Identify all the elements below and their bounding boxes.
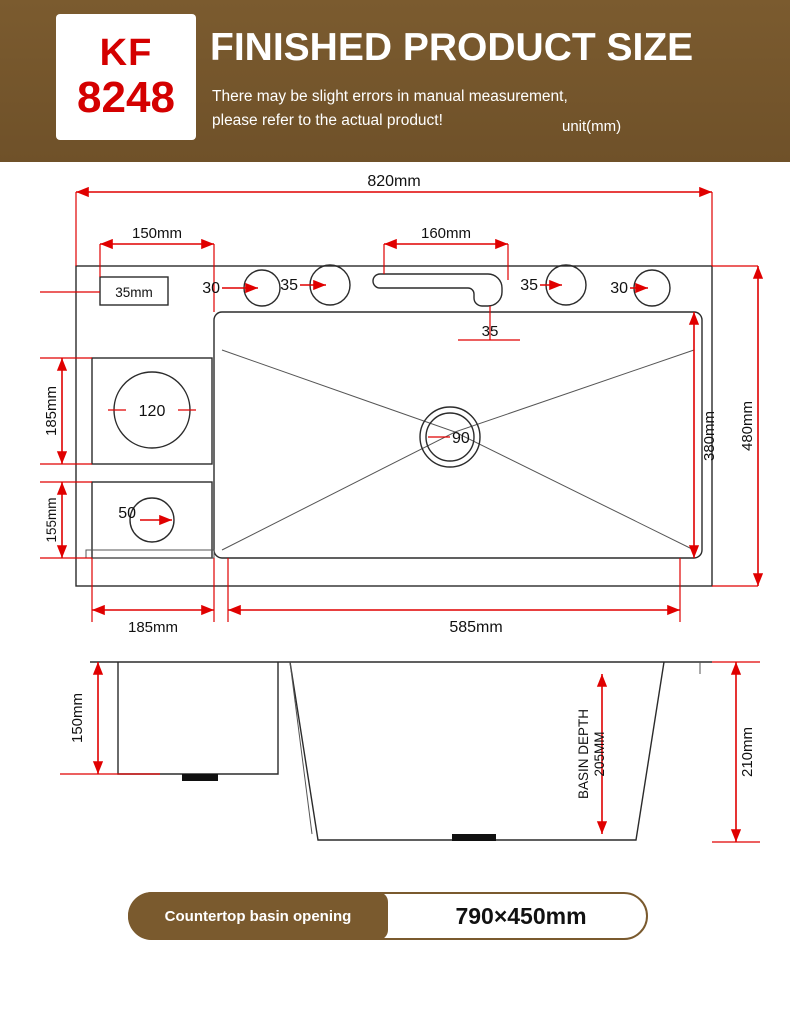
dim-left-lower-height	[40, 482, 92, 558]
top-view-outline	[76, 265, 712, 586]
dim-35-right-label: 35	[520, 277, 538, 294]
unit-label: unit(mm)	[562, 118, 622, 135]
dim-basin-depth	[576, 674, 607, 834]
dim-overall-width	[76, 173, 712, 266]
dim-30-right-label: 30	[610, 280, 628, 297]
drawing-canvas	[0, 162, 790, 1010]
dim-820-label: 820mm	[367, 173, 421, 190]
dim-185mm-vertical-label: 185mm	[43, 385, 60, 437]
dim-50-label: 50	[118, 505, 136, 522]
dim-ledge-depth	[40, 285, 153, 300]
dim-side-total-height	[712, 662, 760, 842]
dim-side-left-depth	[60, 662, 160, 774]
dim-35-slot-label: 35	[481, 323, 499, 340]
dim-left-upper-height	[40, 358, 92, 464]
model-badge	[56, 14, 196, 140]
dim-480mm-label: 480mm	[739, 400, 756, 452]
countertop-opening-label: Countertop basin opening	[128, 892, 388, 940]
dim-circle-120	[108, 403, 196, 420]
measurement-note-line1: There may be slight errors in manual measurement,	[212, 88, 568, 105]
dim-overall-height	[712, 266, 758, 586]
dim-380mm-label: 380mm	[701, 410, 718, 462]
dim-30-left-label: 30	[202, 280, 220, 297]
header-banner	[0, 0, 790, 162]
measurement-note-line2: please refer to the actual product!	[212, 112, 443, 129]
basin-depth-value: 205MM	[592, 731, 607, 777]
dim-faucet-slot	[384, 225, 508, 280]
dim-155mm-label: 155mm	[44, 497, 59, 543]
dim-160-label: 160mm	[420, 225, 472, 242]
page-title: FINISHED PRODUCT SIZE	[210, 26, 694, 69]
dim-bowl-height	[694, 312, 718, 558]
dim-faucet-slot-depth	[458, 306, 520, 340]
countertop-opening-value: 790×450mm	[455, 902, 587, 929]
dim-185mm-bottom-label: 185mm	[127, 619, 179, 636]
technical-drawing	[0, 162, 790, 1010]
dim-90-label: 90	[452, 430, 470, 447]
dim-35-left-label: 35	[280, 277, 298, 294]
side-view-outline	[90, 662, 712, 841]
dim-35mm-label: 35mm	[115, 285, 153, 300]
badge-brand: KF	[99, 32, 153, 74]
dim-hole-30-right	[610, 280, 648, 297]
dim-bowl-width	[228, 558, 680, 636]
dim-120-label: 120	[138, 403, 166, 420]
dim-150mm-side-label: 150mm	[69, 692, 86, 744]
countertop-opening-banner	[128, 892, 648, 940]
dim-210mm-label: 210mm	[739, 726, 756, 778]
dim-hole-35-right	[520, 277, 562, 294]
dim-left-section-width	[92, 558, 214, 636]
basin-depth-label: BASIN DEPTH	[576, 708, 591, 800]
badge-model: 8248	[77, 73, 175, 122]
dim-150-label: 150mm	[131, 225, 183, 242]
dim-drain	[428, 430, 470, 447]
dim-circle-50	[118, 505, 172, 522]
dim-585mm-label: 585mm	[449, 619, 503, 636]
dim-hole-30-left	[202, 280, 258, 297]
dim-hole-35-left	[280, 277, 326, 294]
